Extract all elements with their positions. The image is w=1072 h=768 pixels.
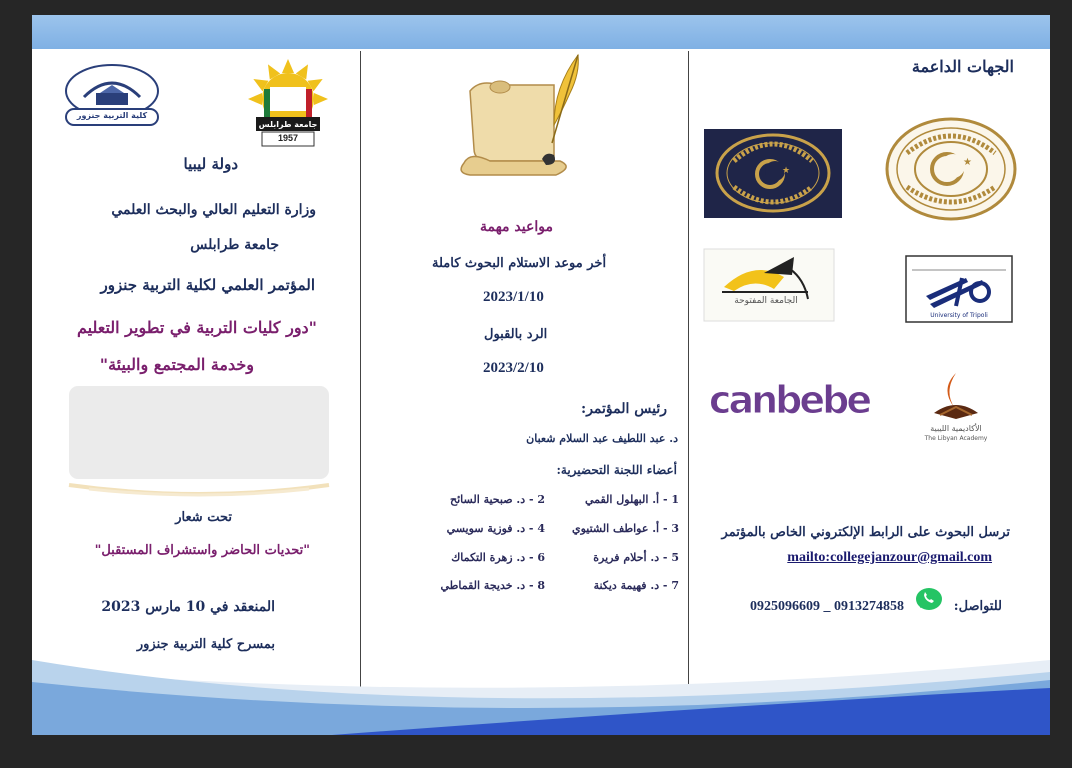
important-dates-title: مواعيد مهمة [480, 219, 553, 235]
contact-label: للتواصل: [953, 599, 1002, 614]
committee-member: 6 - د. زهرة التكماك [451, 551, 545, 564]
bottom-wave-decoration [32, 660, 1050, 735]
svg-text:The Libyan Academy: The Libyan Academy [924, 435, 988, 442]
submission-deadline-date: 2023/1/10 [483, 289, 544, 305]
panel-divider-right [688, 51, 689, 697]
libyan-academy-logo [920, 367, 992, 445]
committee-member: 4 - د. فوزية سويسي [446, 522, 545, 535]
svg-text:canbebe: canbebe [708, 378, 870, 422]
university-name: جامعة طرابلس [190, 237, 279, 253]
svg-text:الجامعة المفتوحة: الجامعة المفتوحة [734, 296, 798, 306]
ministry-of-education-seal [704, 129, 842, 218]
ministry-name: وزارة التعليم العالي والبحث العلمي [111, 202, 316, 218]
conference-title: المؤتمر العلمي لكلية التربية جنزور [100, 276, 315, 294]
badge-year: 1957 [277, 133, 299, 143]
acceptance-label: الرد بالقبول [484, 327, 548, 342]
acceptance-date: 2023/2/10 [483, 360, 544, 376]
committee-member: 2 - د. صبحية السائح [450, 493, 545, 506]
committee-member: 3 - أ. عواطف الشتيوي [571, 522, 679, 535]
faculty-logo-caption: كلية التربية جنزور [76, 111, 148, 120]
canbebe-logo [708, 365, 870, 435]
slogan-heading: تحت شعار [175, 510, 232, 525]
conference-theme-line2: وخدمة المجتمع والبيئة" [99, 355, 254, 374]
conference-theme-line1: "دور كليات التربية في تطوير التعليم [76, 318, 317, 337]
open-university-logo [704, 249, 834, 321]
panel-divider-left [360, 51, 361, 697]
country-name: دولة ليبيا [183, 155, 238, 173]
committee-member: 7 - د. فهيمة ديكنة [593, 579, 679, 592]
committee-member: 8 - د. خديجة القماطي [440, 579, 545, 592]
badge-university-name: جامعة طرابلس [258, 120, 318, 129]
svg-text:★: ★ [963, 157, 972, 168]
conference-president-label: رئيس المؤتمر: [581, 401, 667, 417]
svg-text:الأكاديمية الليبية: الأكاديمية الليبية [930, 424, 982, 433]
national-unity-government-seal [885, 117, 1017, 221]
sponsors-title: الجهات الداعمة [911, 57, 1014, 76]
svg-text:★: ★ [782, 166, 791, 176]
conference-date: المنعقد في 10 مارس 2023 [101, 599, 275, 615]
university-of-tripoli-logo [906, 256, 1012, 322]
conference-venue: بمسرح كلية التربية جنزور [136, 637, 275, 652]
scroll-and-quill-icon [450, 51, 594, 179]
committee-member: 1 - أ. البهلول القمي [584, 493, 679, 506]
submission-deadline-label: أخر موعد الاستلام البحوث كاملة [432, 256, 607, 271]
submission-note: ترسل البحوث على الرابط الإلكتروني الخاص بالمؤتمر [721, 525, 1010, 540]
contact-email-link[interactable]: mailto:collegejanzour@gmail.com [787, 550, 992, 565]
whatsapp-icon [914, 587, 944, 613]
conference-president-name: د. عبد اللطيف عبد السلام شعبان [526, 432, 678, 445]
committee-title: أعضاء اللجنة التحضيرية: [556, 463, 677, 477]
slogan-text: "تحديات الحاضر واستشراف المستقبل" [94, 543, 310, 558]
decorative-ornament [69, 481, 329, 503]
committee-member: 5 - د. أحلام فريرة [593, 551, 679, 564]
placeholder-image-box [69, 386, 329, 479]
contact-phone-numbers: 0925096609 _ 0913274858 [750, 599, 904, 614]
svg-text:University of Tripoli: University of Tripoli [930, 312, 988, 319]
brochure-sheet [32, 15, 1050, 735]
top-blue-band [32, 15, 1050, 49]
